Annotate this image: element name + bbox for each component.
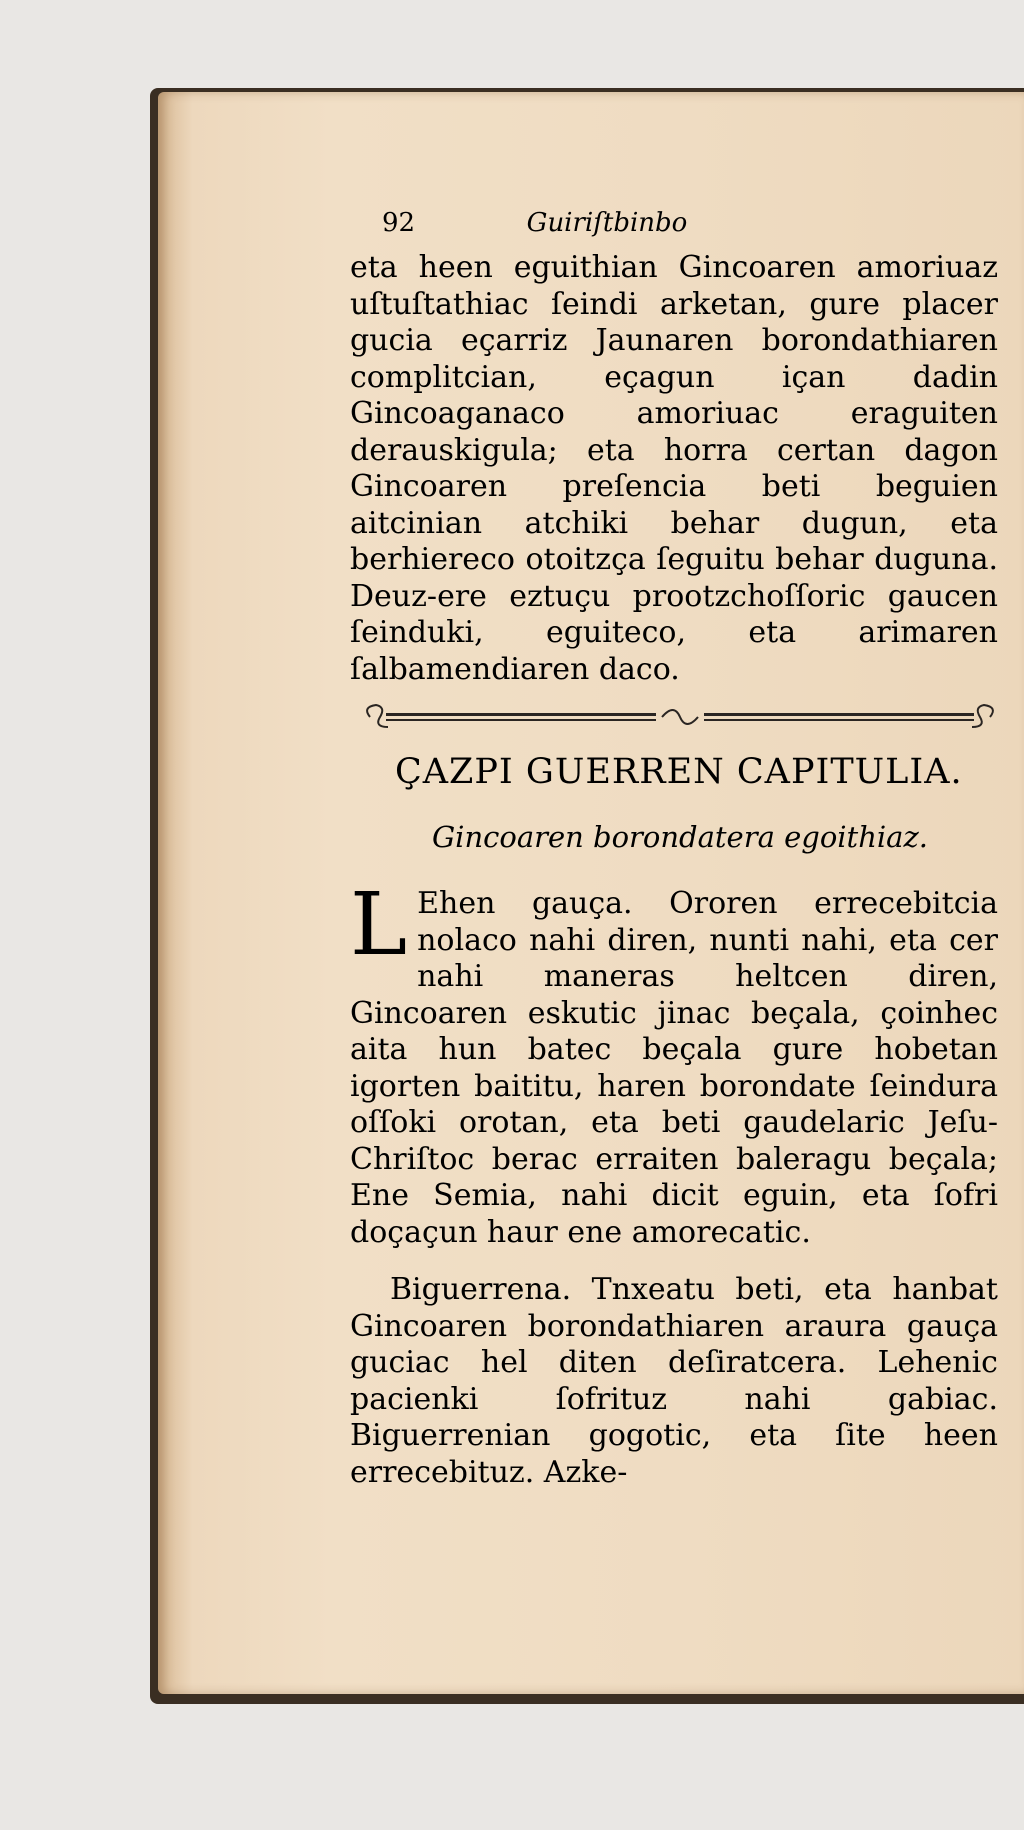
paragraph-1: eta heen eguithian Gincoaren amoriuaz uſtuſtathiac ſeindi arketan, gure placer gucia eçarriz Jaunaren borondathiaren complitcian, eçagun içan dadin Gincoaganaco amoriuac eraguiten derauskigula; eta horra certan dagon Gincoaren preſencia beti beguien aitcinian atchiki behar dugun, eta berhiereco otoitzça ſeguitu behar duguna. Deuz-ere eztuçu prootzchoſſoric gaucen ſeinduki, eguiteco, eta arimaren ſalbamendiaren daco. [350, 250, 998, 687]
paragraph-3: Biguerrena. Tnxeatu beti, eta hanbat Gincoaren borondathiaren araura gauça guciac hel diten deſiratcera. Lehenic pacienki ſofrituz nahi gabiac. Biguerrenian gogotic, eta ſite heen errecebituz. Azke- [350, 1272, 998, 1490]
paragraph-2 [350, 875, 998, 1251]
drop-cap: L [350, 875, 408, 975]
chapter-title: ÇAZPI GUERREN CAPITULIA. [395, 752, 963, 792]
paragraph-2-text: Ehen gauça. Ororen errecebitcia nolaco nahi diren, nunti nahi, eta cer nahi maneras heltcen diren, Gincoaren eskutic jinac beçala, çoinhec aita hun batec beçala gure hobetan igorten baititu, haren borondate ſeindura oſſoki orotan, eta beti gaudelaric Jeſu-Chriſtoc berac erraiten baleragu beçala; Ene Semia, nahi dicit eguin, eta ſofri doçaçun haur ene amorecatic. [350, 886, 998, 1250]
chapter-subtitle: Gincoaren borondatera egoithiaz. [432, 820, 928, 854]
running-head: Guiriſtbinbo [526, 208, 688, 238]
ornament-rule [362, 700, 998, 734]
page-header [217, 208, 997, 246]
page-number: 92 [382, 208, 416, 238]
